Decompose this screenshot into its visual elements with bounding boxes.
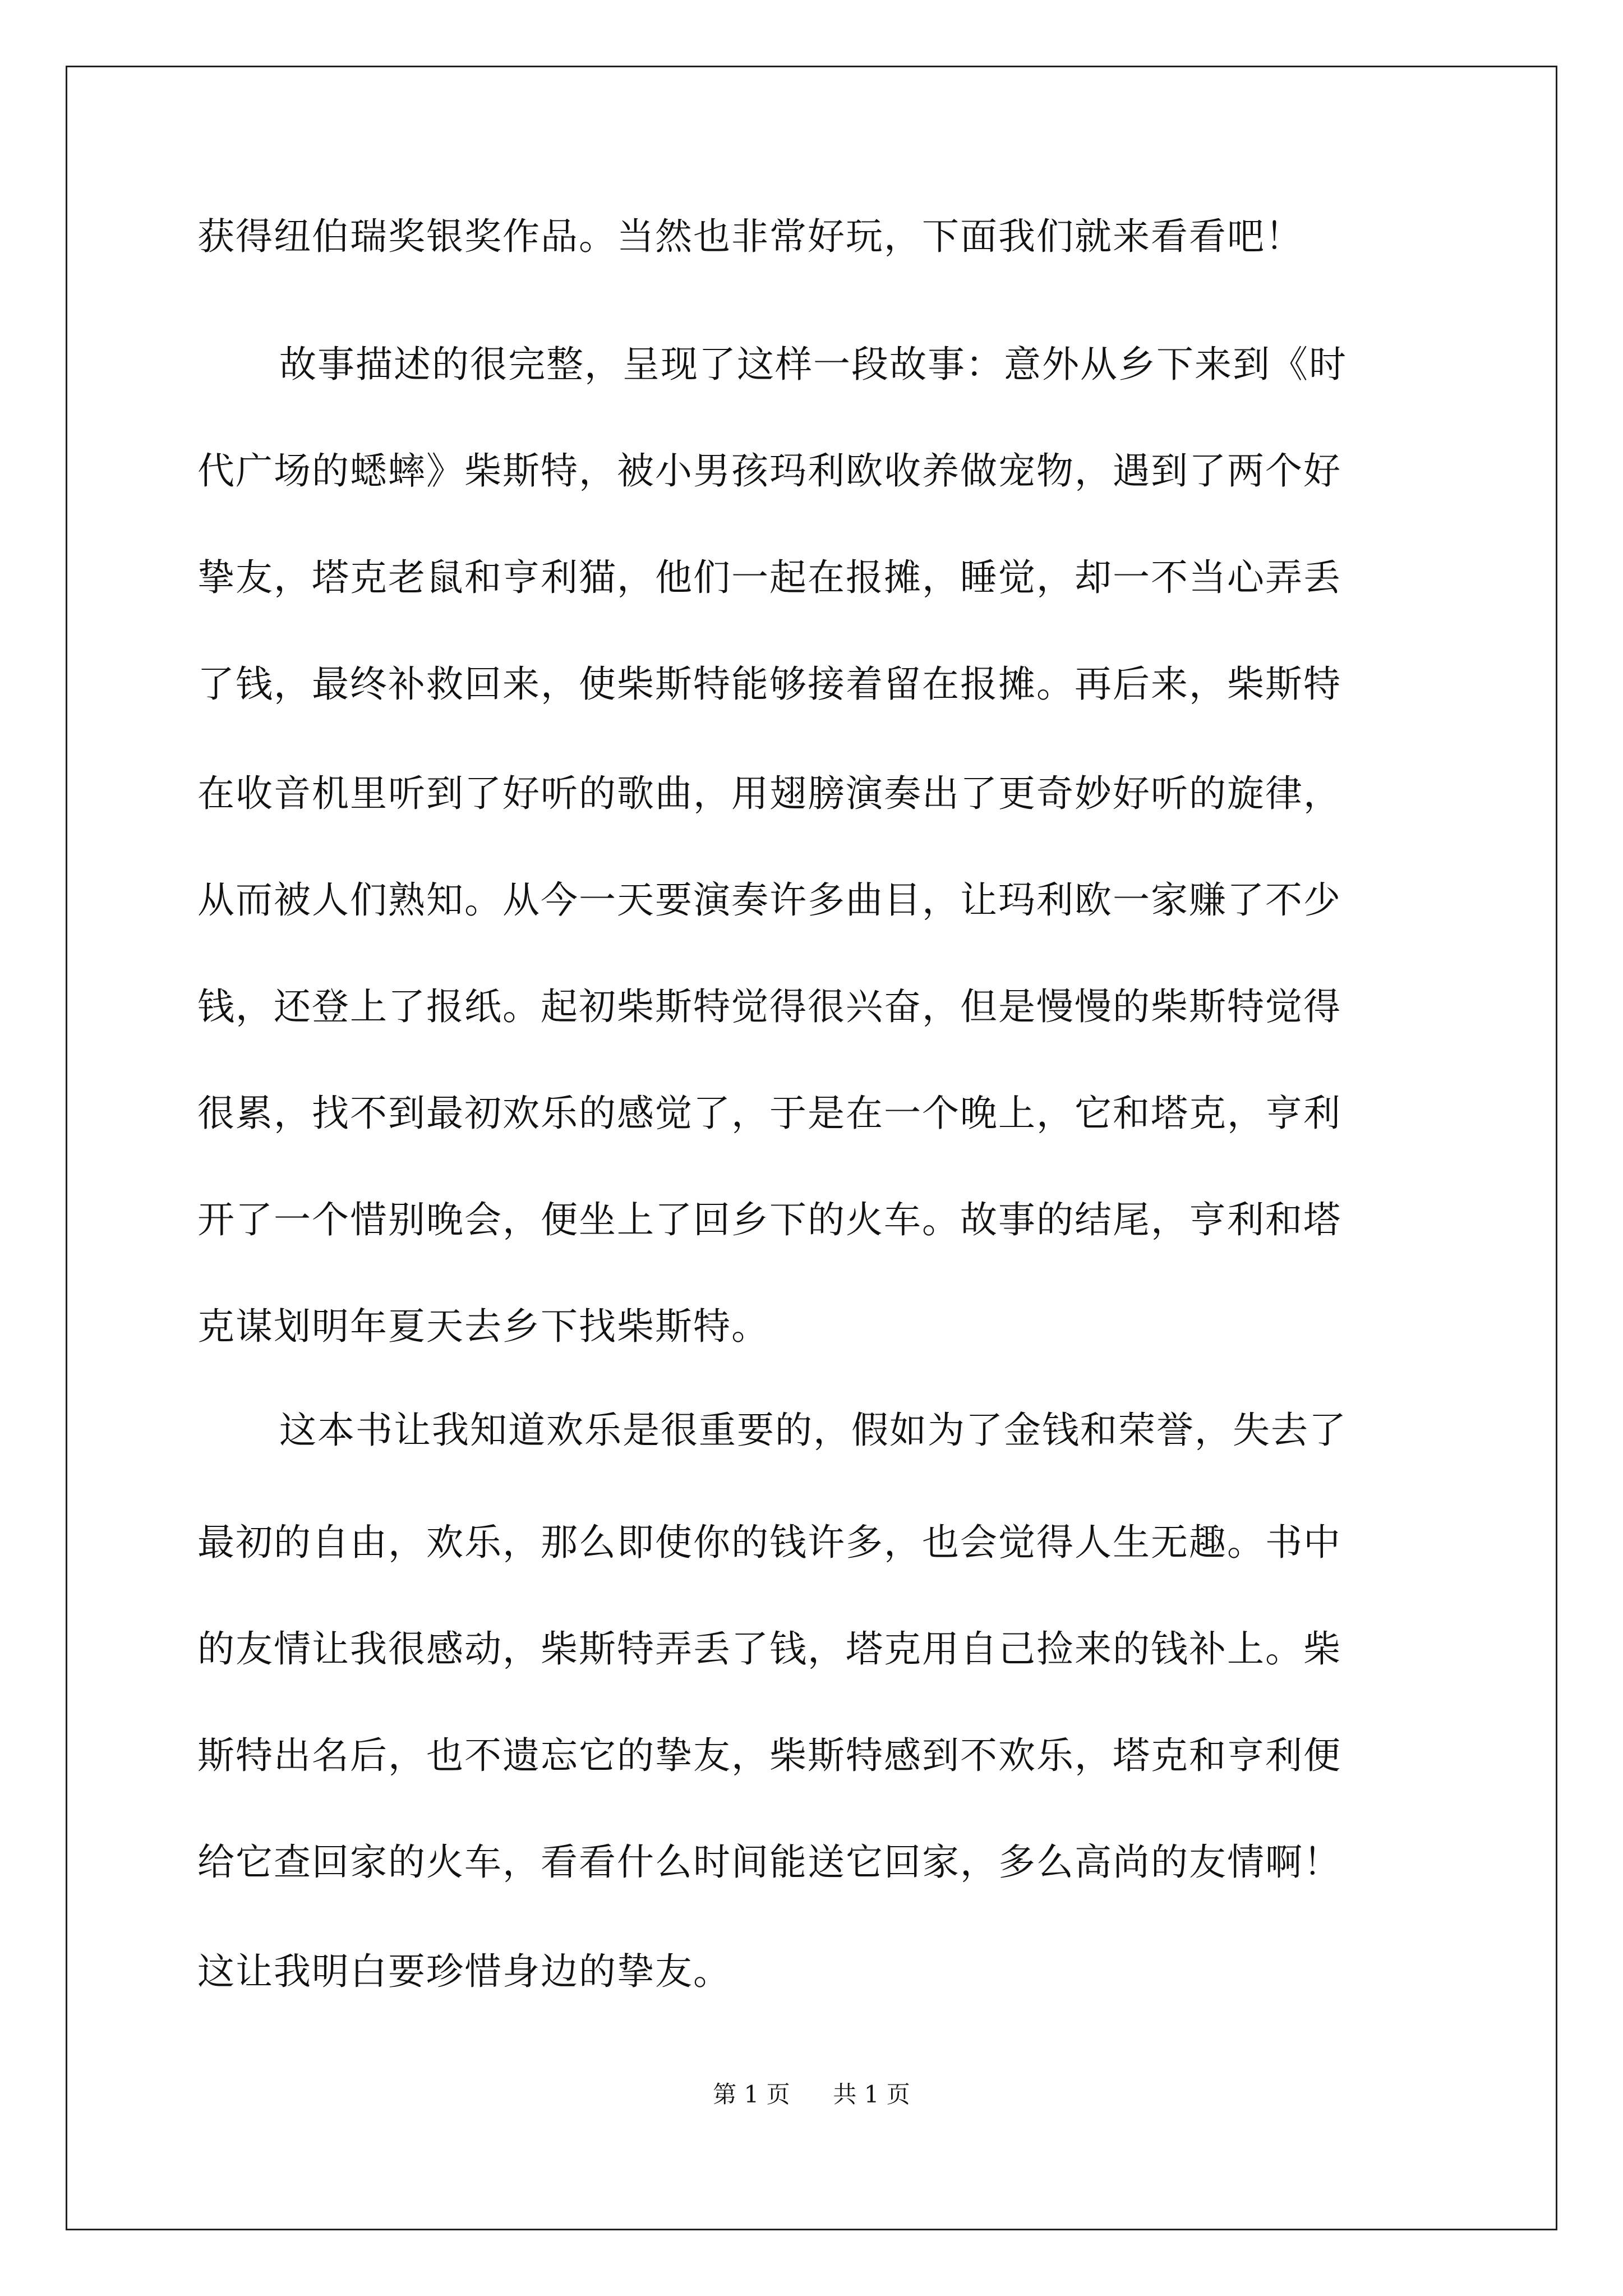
text-line: 斯特出名后，也不遗忘它的挚友，柴斯特感到不欢乐，塔克和亨利便: [197, 1734, 1341, 1777]
text-line: 代广场的蟋蟀》柴斯特，被小男孩玛利欧收养做宠物，遇到了两个好: [197, 449, 1341, 493]
text-line: 的友情让我很感动，柴斯特弄丢了钱，塔克用自己捡来的钱补上。柴: [197, 1627, 1341, 1671]
page-total: 共 1 页: [833, 2081, 910, 2108]
text-line: 这让我明白要珍惜身边的挚友。: [197, 1950, 731, 1993]
text-line: 给它查回家的火车，看看什么时间能送它回家，多么高尚的友情啊！: [197, 1841, 1341, 1884]
text-line: 开了一个惜别晚会，便坐上了回乡下的火车。故事的结尾，亨利和塔: [197, 1198, 1341, 1241]
page-number: 第 1 页: [713, 2081, 790, 2108]
page-border: [66, 66, 1557, 2230]
text-line: 挚友，塔克老鼠和亨利猫，他们一起在报摊，睡觉，却一不当心弄丢: [197, 556, 1341, 599]
text-line: 钱，还登上了报纸。起初柴斯特觉得很兴奋，但是慢慢的柴斯特觉得: [197, 985, 1341, 1028]
text-line: 获得纽伯瑞奖银奖作品。当然也非常好玩，下面我们就来看看吧！: [197, 215, 1303, 258]
text-line: 在收音机里听到了好听的歌曲，用翅膀演奏出了更奇妙好听的旋律，: [197, 772, 1341, 815]
text-line: 从而被人们熟知。从今一天要演奏许多曲目，让玛利欧一家赚了不少: [197, 878, 1341, 922]
text-line: 这本书让我知道欢乐是很重要的，假如为了金钱和荣誉，失去了: [279, 1409, 1347, 1452]
text-line: 很累，找不到最初欢乐的感觉了，于是在一个晚上，它和塔克，亨利: [197, 1092, 1341, 1135]
text-line: 故事描述的很完整，呈现了这样一段故事：意外从乡下来到《时: [279, 343, 1347, 386]
text-line: 克谋划明年夏天去乡下找柴斯特。: [197, 1305, 769, 1348]
page-footer: [0, 2080, 1623, 2109]
text-line: 了钱，最终补救回来，使柴斯特能够接着留在报摊。再后来，柴斯特: [197, 662, 1341, 706]
text-line: 最初的自由，欢乐，那么即使你的钱许多，也会觉得人生无趣。书中: [197, 1521, 1341, 1564]
